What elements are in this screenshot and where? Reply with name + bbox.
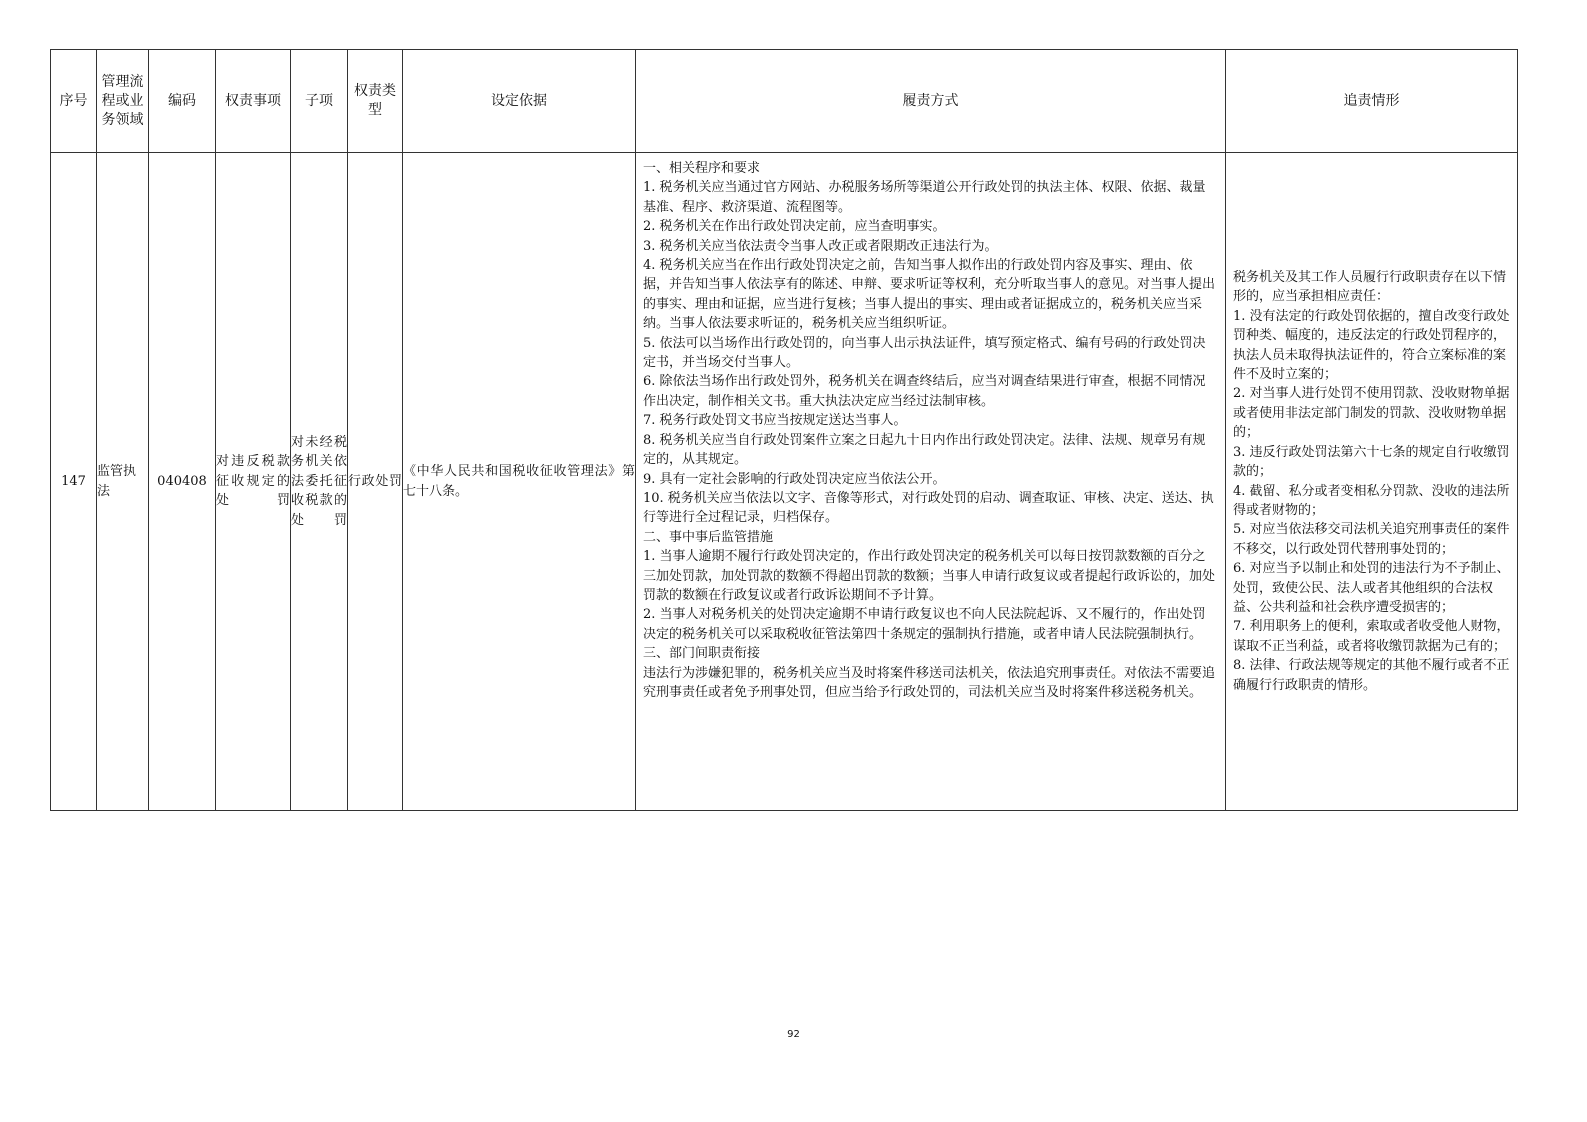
- method-list: [636, 153, 1225, 702]
- header-method: 履责方式: [636, 50, 1226, 153]
- cell-method: [636, 153, 1226, 811]
- cell-matter: [216, 153, 291, 811]
- subitem-text: 对未经税务机关依法委托征收税款的处罚: [291, 434, 347, 528]
- cell-type: [348, 153, 403, 811]
- cell-accountability: [1226, 153, 1518, 811]
- header-matter: 权责事项: [216, 50, 291, 153]
- accountability-paragraph: 6. 对应当予以制止和处罚的违法行为不予制止、处罚，致使公民、法人或者其他组织的合法权益、公共利益和社会秩序遭受损害的；: [1233, 561, 1510, 615]
- method-paragraph: 1. 当事人逾期不履行行政处罚决定的，作出行政处罚决定的税务机关可以每日按罚款数额的百分之三加处罚款，加处罚款的数额不得超出罚款的数额；当事人申请行政复议或者提起行政诉讼的，加处罚款的数额在行政复议或者行政诉讼期间不予计算。: [643, 549, 1216, 603]
- method-paragraph: 2. 税务机关在作出行政处罚决定前，应当查明事实。: [643, 219, 946, 235]
- cell-code: 040408: [149, 153, 216, 811]
- method-paragraph: 1. 税务机关应当通过官方网站、办税服务场所等渠道公开行政处罚的执法主体、权限、依据、裁量基准、程序、救济渠道、流程图等。: [643, 180, 1206, 215]
- cell-subitem: [291, 153, 348, 811]
- method-paragraph: 三、部门间职责衔接: [643, 646, 761, 662]
- header-subitem: 子项: [291, 50, 348, 153]
- accountability-paragraph: 税务机关及其工作人员履行行政职责存在以下情形的，应当承担相应责任：: [1233, 270, 1507, 305]
- header-seq: 序号: [51, 50, 97, 153]
- accountability-paragraph: 8. 法律、行政法规等规定的其他不履行或者不正确履行行政职责的情形。: [1233, 658, 1510, 693]
- method-paragraph: 4. 税务机关应当在作出行政处罚决定之前，告知当事人拟作出的行政处罚内容及事实、理由、依据，并告知当事人依法享有的陈述、申辩、要求听证等权利，充分听取当事人的意见。对当事人提出的事实、理由和证据，应当进行复核；当事人提出的事实、理由或者证据成立的，税务机关应当采纳。当事人依法要求听证的，税务机关应当组织听证。: [643, 258, 1216, 332]
- cell-basis: [403, 153, 636, 811]
- header-domain: 管理流程或业务领域: [97, 50, 149, 153]
- header-type: 权责类型: [348, 50, 403, 153]
- accountability-paragraph: 4. 截留、私分或者变相私分罚款、没收的违法所得或者财物的；: [1233, 483, 1510, 518]
- method-paragraph: 2. 当事人对税务机关的处罚决定逾期不申请行政复议也不向人民法院起诉、又不履行的，作出处罚决定的税务机关可以采取税收征管法第四十条规定的强制执行措施，或者申请人民法院强制执行。: [643, 607, 1206, 642]
- method-paragraph: 9. 具有一定社会影响的行政处罚决定应当依法公开。: [643, 471, 946, 487]
- accountability-paragraph: 1. 没有法定的行政处罚依据的，擅自改变行政处罚种类、幅度的，违反法定的行政处罚程序的，执法人员未取得执法证件的，符合立案标准的案件不及时立案的；: [1233, 308, 1510, 383]
- header-basis: 设定依据: [403, 50, 636, 153]
- responsibility-table: [50, 49, 1518, 811]
- cell-seq: 147: [51, 153, 97, 811]
- method-paragraph: 5. 依法可以当场作出行政处罚的，向当事人出示执法证件，填写预定格式、编有号码的行政处罚决定书，并当场交付当事人。: [643, 335, 1206, 371]
- method-paragraph: 6. 除依法当场作出行政处罚外，税务机关在调查终结后，应当对调查结果进行审查，根据不同情况作出决定，制作相关文书。重大执法决定应当经过法制审核。: [643, 374, 1206, 409]
- method-paragraph: 二、事中事后监管措施: [643, 529, 774, 545]
- table-header-row: [51, 50, 1518, 153]
- accountability-paragraph: 2. 对当事人进行处罚不使用罚款、没收财物单据或者使用非法定部门制发的罚款、没收财物单据的；: [1233, 386, 1510, 441]
- method-paragraph: 3. 税务机关应当依法责令当事人改正或者限期改正违法行为。: [643, 238, 998, 254]
- cell-domain: 监管执法: [97, 153, 149, 811]
- method-paragraph: 违法行为涉嫌犯罪的，税务机关应当及时将案件移送司法机关，依法追究刑事责任。对依法不需要追究刑事责任或者免予刑事处罚，但应当给予行政处罚的，司法机关应当及时将案件移送税务机关。: [643, 665, 1216, 700]
- page-number: 92: [787, 1029, 800, 1040]
- method-paragraph: 10. 税务机关应当依法以文字、音像等形式，对行政处罚的启动、调查取证、审核、决定、送达、执行等进行全过程记录，归档保存。: [643, 490, 1214, 526]
- basis-text: 《中华人民共和国税收征收管理法》第七十八条。: [403, 464, 635, 499]
- table-row: [51, 153, 1518, 811]
- accountability-paragraph: 5. 对应当依法移交司法机关追究刑事责任的案件不移交，以行政处罚代替刑事处罚的；: [1233, 522, 1510, 557]
- matter-text: 对违反税款征收规定的处罚: [216, 454, 290, 509]
- method-paragraph: 一、相关程序和要求: [643, 161, 761, 176]
- method-paragraph: 8. 税务机关应当自行政处罚案件立案之日起九十日内作出行政处罚决定。法律、法规、规章另有规定的，从其规定。: [643, 432, 1206, 468]
- accountability-paragraph: 3. 违反行政处罚法第六十七条的规定自行收缴罚款的；: [1233, 444, 1510, 480]
- header-accountability: 追责情形: [1226, 50, 1518, 153]
- header-code: 编码: [149, 50, 216, 153]
- method-paragraph: 7. 税务行政处罚文书应当按规定送达当事人。: [643, 413, 907, 429]
- accountability-list: [1226, 268, 1517, 695]
- accountability-paragraph: 7. 利用职务上的便利，索取或者收受他人财物，谋取不正当利益，或者将收缴罚款据为己有的；: [1233, 619, 1510, 654]
- type-text: 行政处罚: [348, 473, 402, 489]
